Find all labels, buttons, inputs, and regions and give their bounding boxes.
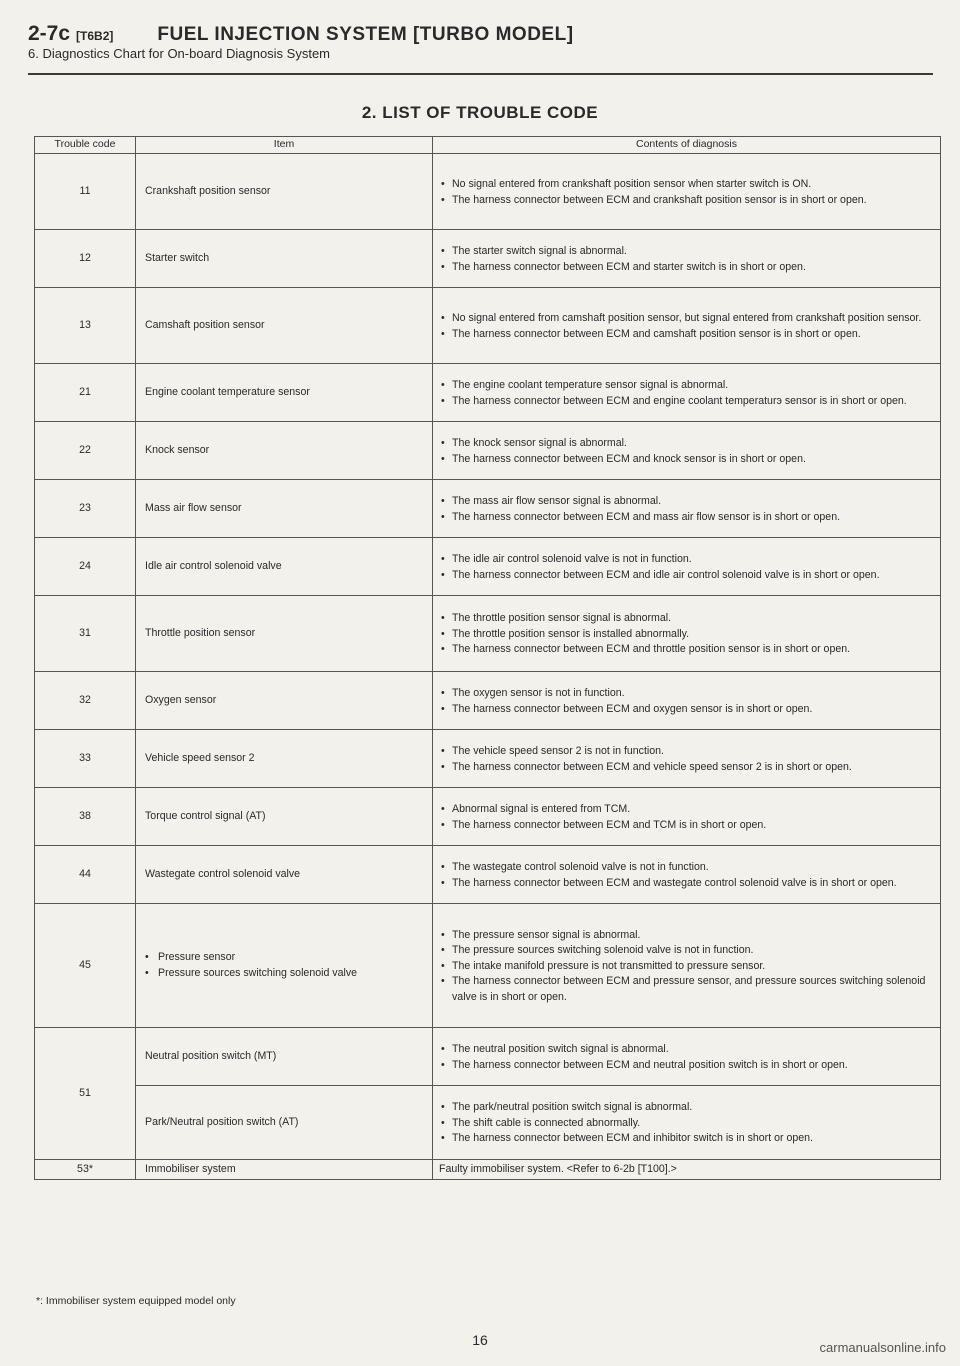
diagnosis-cell xyxy=(433,904,941,1028)
diagnosis-item: • The idle air control solenoid valve is not in function. xyxy=(439,552,934,568)
trouble-code-table xyxy=(34,136,941,1180)
table-row xyxy=(35,904,941,1028)
table-row xyxy=(35,538,941,596)
item-name: Mass air flow sensor xyxy=(136,480,433,538)
footnote: *: Immobiliser system equipped model only xyxy=(36,1295,236,1307)
diagnosis-item: • The harness connector between ECM and TCM is in short or open. xyxy=(439,818,934,834)
table-row xyxy=(35,422,941,480)
diagnosis-item: • The harness connector between ECM and starter switch is in short or open. xyxy=(439,260,934,276)
diagnosis-item: • Abnormal signal is entered from TCM. xyxy=(439,802,934,818)
diagnosis-item: • The neutral position switch signal is abnormal. xyxy=(439,1042,934,1058)
diagnosis-item: • The harness connector between ECM and camshaft position sensor is in short or open. xyxy=(439,327,934,343)
table-row xyxy=(35,230,941,288)
trouble-code: 44 xyxy=(35,846,136,904)
trouble-code: 33 xyxy=(35,730,136,788)
trouble-code: 38 xyxy=(35,788,136,846)
page-tag: [T6B2] xyxy=(76,29,114,43)
table-row xyxy=(35,288,941,364)
item-name: Neutral position switch (MT) xyxy=(136,1028,433,1086)
diagnosis-item: • The vehicle speed sensor 2 is not in function. xyxy=(439,744,934,760)
diagnosis-item: • The pressure sensor signal is abnormal. xyxy=(439,928,934,944)
diagnosis-cell xyxy=(433,788,941,846)
trouble-code: 53* xyxy=(35,1160,136,1180)
trouble-code: 21 xyxy=(35,364,136,422)
trouble-code: 51 xyxy=(35,1028,136,1160)
page-header xyxy=(28,22,933,61)
header-title: FUEL INJECTION SYSTEM [TURBO MODEL] xyxy=(157,24,574,45)
trouble-code: 31 xyxy=(35,596,136,672)
item-name: Crankshaft position sensor xyxy=(136,154,433,230)
item-name: Vehicle speed sensor 2 xyxy=(136,730,433,788)
diagnosis-item: • The knock sensor signal is abnormal. xyxy=(439,436,934,452)
diagnosis-cell xyxy=(433,846,941,904)
diagnosis-cell xyxy=(433,730,941,788)
watermark-text: carmanualsonline.info xyxy=(819,1340,946,1355)
diagnosis-item: • The shift cable is connected abnormally. xyxy=(439,1116,934,1132)
item-name: Throttle position sensor xyxy=(136,596,433,672)
diagnosis-item: • The throttle position sensor is installed abnormally. xyxy=(439,627,934,643)
diagnosis-item: • The harness connector between ECM and crankshaft position sensor is in short or open. xyxy=(439,193,934,209)
diagnosis-item: • The harness connector between ECM and oxygen sensor is in short or open. xyxy=(439,702,934,718)
item-name: Starter switch xyxy=(136,230,433,288)
item-name: Camshaft position sensor xyxy=(136,288,433,364)
diagnosis-item: • The starter switch signal is abnormal. xyxy=(439,244,934,260)
table-row xyxy=(35,1086,941,1160)
diagnosis-item: • The harness connector between ECM and engine coolant temperaturэ sensor is in short or open. xyxy=(439,394,934,410)
item-name: Park/Neutral position switch (AT) xyxy=(136,1086,433,1160)
item-name: Knock sensor xyxy=(136,422,433,480)
diagnosis-item: • The wastegate control solenoid valve is not in function. xyxy=(439,860,934,876)
item-name: Engine coolant temperature sensor xyxy=(136,364,433,422)
diagnosis-cell xyxy=(433,538,941,596)
table-row xyxy=(35,480,941,538)
diagnosis-item: • The harness connector between ECM and throttle position sensor is in short or open. xyxy=(439,642,934,658)
diagnosis-item: • The engine coolant temperature sensor signal is abnormal. xyxy=(439,378,934,394)
header-contents: Contents of diagnosis xyxy=(433,137,941,154)
header-line xyxy=(28,22,933,46)
diagnosis-item: • The throttle position sensor signal is abnormal. xyxy=(439,611,934,627)
diagnosis-item: • The mass air flow sensor signal is abnormal. xyxy=(439,494,934,510)
diagnosis-item: • No signal entered from crankshaft position sensor when starter switch is ON. xyxy=(439,177,934,193)
table-row xyxy=(35,1028,941,1086)
diagnosis-item: • The harness connector between ECM and vehicle speed sensor 2 is in short or open. xyxy=(439,760,934,776)
table-row xyxy=(35,730,941,788)
diagnosis-item: • The harness connector between ECM and inhibitor switch is in short or open. xyxy=(439,1131,934,1147)
item-name: Torque control signal (AT) xyxy=(136,788,433,846)
diagnosis-item: • The harness connector between ECM and pressure sensor, and pressure sources switching solenoid valve is in short or open. xyxy=(439,974,934,1005)
diagnosis-cell xyxy=(433,154,941,230)
item-name: Immobiliser system xyxy=(136,1160,433,1180)
header-trouble-code: Trouble code xyxy=(35,137,136,154)
trouble-code: 12 xyxy=(35,230,136,288)
item-name: Oxygen sensor xyxy=(136,672,433,730)
table-header-row xyxy=(35,137,941,154)
header-rule xyxy=(28,73,933,75)
diagnosis-cell xyxy=(433,596,941,672)
diagnosis-item: • The intake manifold pressure is not transmitted to pressure sensor. xyxy=(439,959,934,975)
section-title: 2. LIST OF TROUBLE CODE xyxy=(361,103,599,122)
item-name: Idle air control solenoid valve xyxy=(136,538,433,596)
item-name: Wastegate control solenoid valve xyxy=(136,846,433,904)
diagnosis-cell xyxy=(433,288,941,364)
diagnosis-item: • The harness connector between ECM and idle air control solenoid valve is in short or open. xyxy=(439,568,934,584)
diagnosis-item: • The oxygen sensor is not in function. xyxy=(439,686,934,702)
diagnosis-cell xyxy=(433,480,941,538)
trouble-code: 24 xyxy=(35,538,136,596)
diagnosis-text: Faulty immobiliser system. <Refer to 6-2b [T100].> xyxy=(433,1160,941,1180)
table-row xyxy=(35,364,941,422)
diagnosis-item: • The harness connector between ECM and mass air flow sensor is in short or open. xyxy=(439,510,934,526)
diagnosis-cell xyxy=(433,230,941,288)
table-row xyxy=(35,788,941,846)
diagnosis-cell xyxy=(433,1086,941,1160)
trouble-code: 11 xyxy=(35,154,136,230)
diagnosis-cell xyxy=(433,672,941,730)
table-row xyxy=(35,596,941,672)
page-code: 2-7c xyxy=(28,22,71,45)
trouble-code: 22 xyxy=(35,422,136,480)
diagnosis-item: • The harness connector between ECM and wastegate control solenoid valve is in short or open. xyxy=(439,876,934,892)
header-item: Item xyxy=(136,137,433,154)
item-name: • Pressure sensor xyxy=(145,950,431,966)
diagnosis-item: • The harness connector between ECM and neutral position switch is in short or open. xyxy=(439,1058,934,1074)
header-subtitle: 6. Diagnostics Chart for On-board Diagnosis System xyxy=(28,46,331,61)
trouble-code: 23 xyxy=(35,480,136,538)
diagnosis-item: • The harness connector between ECM and knock sensor is in short or open. xyxy=(439,452,934,468)
item-cell xyxy=(136,904,433,1028)
page-number: 16 xyxy=(472,1332,488,1348)
item-name: • Pressure sources switching solenoid valve xyxy=(145,966,431,982)
table-row xyxy=(35,672,941,730)
table-row xyxy=(35,1160,941,1180)
trouble-code: 13 xyxy=(35,288,136,364)
diagnosis-cell xyxy=(433,422,941,480)
diagnosis-cell xyxy=(433,364,941,422)
table-row xyxy=(35,846,941,904)
table-row xyxy=(35,154,941,230)
diagnosis-item: • No signal entered from camshaft position sensor, but signal entered from crankshaft position sensor. xyxy=(439,311,934,327)
diagnosis-item: • The pressure sources switching solenoid valve is not in function. xyxy=(439,943,934,959)
trouble-code: 32 xyxy=(35,672,136,730)
diagnosis-cell xyxy=(433,1028,941,1086)
diagnosis-item: • The park/neutral position switch signal is abnormal. xyxy=(439,1100,934,1116)
trouble-code: 45 xyxy=(35,904,136,1028)
